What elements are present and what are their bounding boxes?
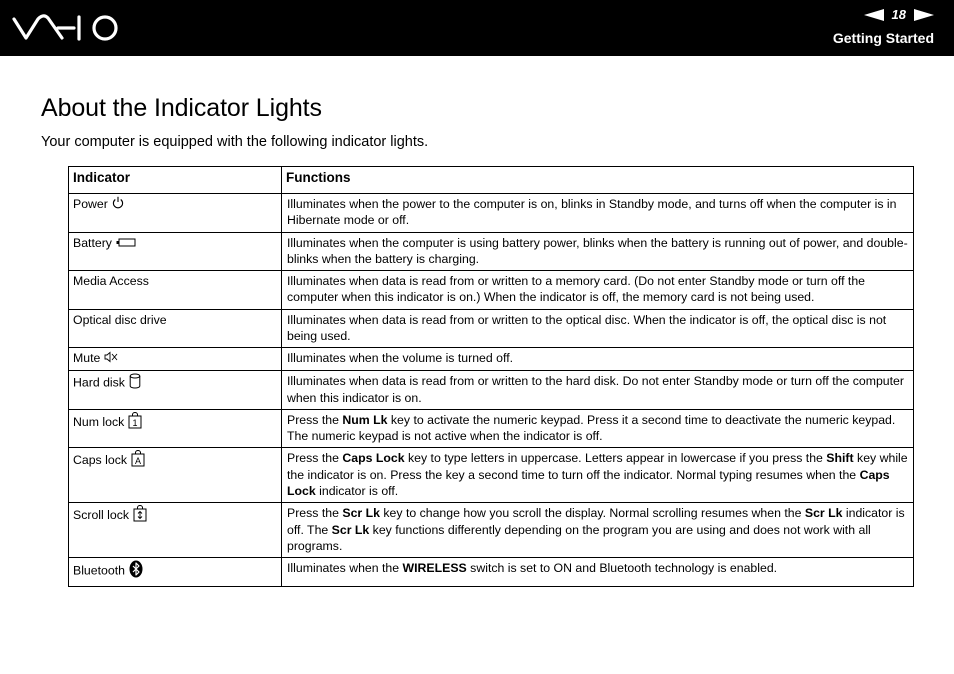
page-number: 18 xyxy=(891,7,906,22)
function-description xyxy=(282,448,914,503)
indicator-cell xyxy=(69,232,282,271)
description-text: key to activate the numeric keypad. Press it a second time to deactivate the numeric keypad. The numeric keypad is not active when the indicator is off. xyxy=(287,412,896,444)
indicator-label: Hard disk xyxy=(73,375,125,390)
table-row xyxy=(69,371,914,410)
indicator-label: Caps lock xyxy=(73,453,127,468)
description-text: Illuminates when the xyxy=(287,561,403,576)
page-navigation xyxy=(864,7,934,22)
function-description xyxy=(282,409,914,448)
scroll-lock-icon xyxy=(133,505,147,526)
indicator-cell xyxy=(69,503,282,558)
function-description xyxy=(282,348,914,371)
table-header-row xyxy=(69,167,914,194)
table-row xyxy=(69,309,914,348)
intro-text: Your computer is equipped with the following indicator lights. xyxy=(41,134,429,150)
description-text: Press the xyxy=(287,451,343,466)
function-description xyxy=(282,371,914,410)
description-text: Press the xyxy=(287,506,343,521)
indicator-cell xyxy=(69,558,282,586)
indicator-cell xyxy=(69,348,282,371)
indicator-cell xyxy=(69,448,282,503)
indicator-cell xyxy=(69,409,282,448)
description-text: Illuminates when the power to the computer is on, blinks in Standby mode, and turns off when the computer is in Hibernate mode or off. xyxy=(287,197,897,228)
description-text: Illuminates when data is read from or written to the optical disc. When the indicator is off, the optical disc is not being used. xyxy=(287,312,887,344)
caps-lock-icon xyxy=(131,450,145,471)
svg-text:1: 1 xyxy=(132,417,138,428)
description-text: Press the xyxy=(287,412,343,427)
table-row xyxy=(69,503,914,558)
num-lock-icon xyxy=(128,412,142,433)
indicator-cell xyxy=(69,309,282,348)
section-title: Getting Started xyxy=(832,30,934,46)
key-name: WIRELESS xyxy=(402,561,467,576)
function-description xyxy=(282,309,914,348)
column-header-indicator: Indicator xyxy=(69,167,282,194)
indicator-label: Num lock xyxy=(73,414,125,429)
indicator-label: Bluetooth xyxy=(73,563,125,578)
indicator-label: Battery xyxy=(73,235,112,250)
battery-icon xyxy=(116,235,136,251)
indicator-cell xyxy=(69,194,282,233)
svg-text:A: A xyxy=(134,456,142,467)
indicator-cell xyxy=(69,371,282,410)
power-icon xyxy=(112,196,124,213)
key-name: Shift xyxy=(826,451,854,466)
previous-page-arrow-icon[interactable] xyxy=(864,9,884,21)
table-row xyxy=(69,558,914,586)
indicator-table xyxy=(68,166,914,587)
vaio-logo xyxy=(12,14,122,47)
description-text: indicator is off. xyxy=(315,484,399,499)
description-text: indicator is off. The xyxy=(287,506,905,537)
bluetooth-icon xyxy=(129,560,143,582)
function-description xyxy=(282,503,914,558)
key-name: Num Lk xyxy=(342,412,388,427)
table-row xyxy=(69,194,914,233)
function-description xyxy=(282,232,914,271)
description-text: Illuminates when data is read from or written to the hard disk. Do not enter Standby mode or turn off the computer when this indicator is on. xyxy=(287,374,904,405)
description-text: Illuminates when the computer is using battery power, blinks when the battery is running out of power, and double-blinks when the battery is charging. xyxy=(287,235,908,266)
table-row xyxy=(69,448,914,503)
key-name: Caps Lock xyxy=(342,451,405,466)
description-text: key while the indicator is on. Press the key a second time to turn off the indicator. Normal typing resumes when the xyxy=(287,451,908,482)
table-row xyxy=(69,271,914,310)
page-header xyxy=(0,0,954,56)
indicator-cell xyxy=(69,271,282,310)
mute-icon xyxy=(104,351,118,367)
key-name: Scr Lk xyxy=(342,506,380,521)
description-text: key to change how you scroll the display. Normal scrolling resumes when the xyxy=(379,506,805,521)
table-row xyxy=(69,409,914,448)
description-text: key functions differently depending on the program you are using and does not work with all programs. xyxy=(287,522,871,553)
indicator-label: Mute xyxy=(73,351,101,366)
function-description xyxy=(282,194,914,233)
indicator-label: Optical disc drive xyxy=(73,312,167,327)
description-text: Illuminates when the volume is turned off. xyxy=(287,351,514,366)
column-header-functions: Functions xyxy=(282,167,914,194)
table-row xyxy=(69,232,914,271)
next-page-arrow-icon[interactable] xyxy=(914,9,934,21)
description-text: key to type letters in uppercase. Letters appear in lowercase if you press the xyxy=(404,451,827,466)
indicator-label: Scroll lock xyxy=(73,508,130,523)
key-name: Scr Lk xyxy=(804,506,843,521)
indicator-label: Media Access xyxy=(73,274,149,289)
function-description xyxy=(282,558,914,586)
key-name: Scr Lk xyxy=(331,522,370,537)
key-name: Caps Lock xyxy=(287,467,890,499)
page-title: About the Indicator Lights xyxy=(41,94,322,122)
indicator-label: Power xyxy=(73,197,108,211)
hard-disk-icon xyxy=(129,373,141,393)
function-description xyxy=(282,271,914,310)
description-text: switch is set to ON and Bluetooth technology is enabled. xyxy=(466,561,778,576)
description-text: Illuminates when data is read from or written to a memory card. (Do not enter Standby mode or turn off the computer when this indicator is on.) When the indicator is off, the memory card is not being used. xyxy=(287,274,866,305)
table-row xyxy=(69,348,914,371)
